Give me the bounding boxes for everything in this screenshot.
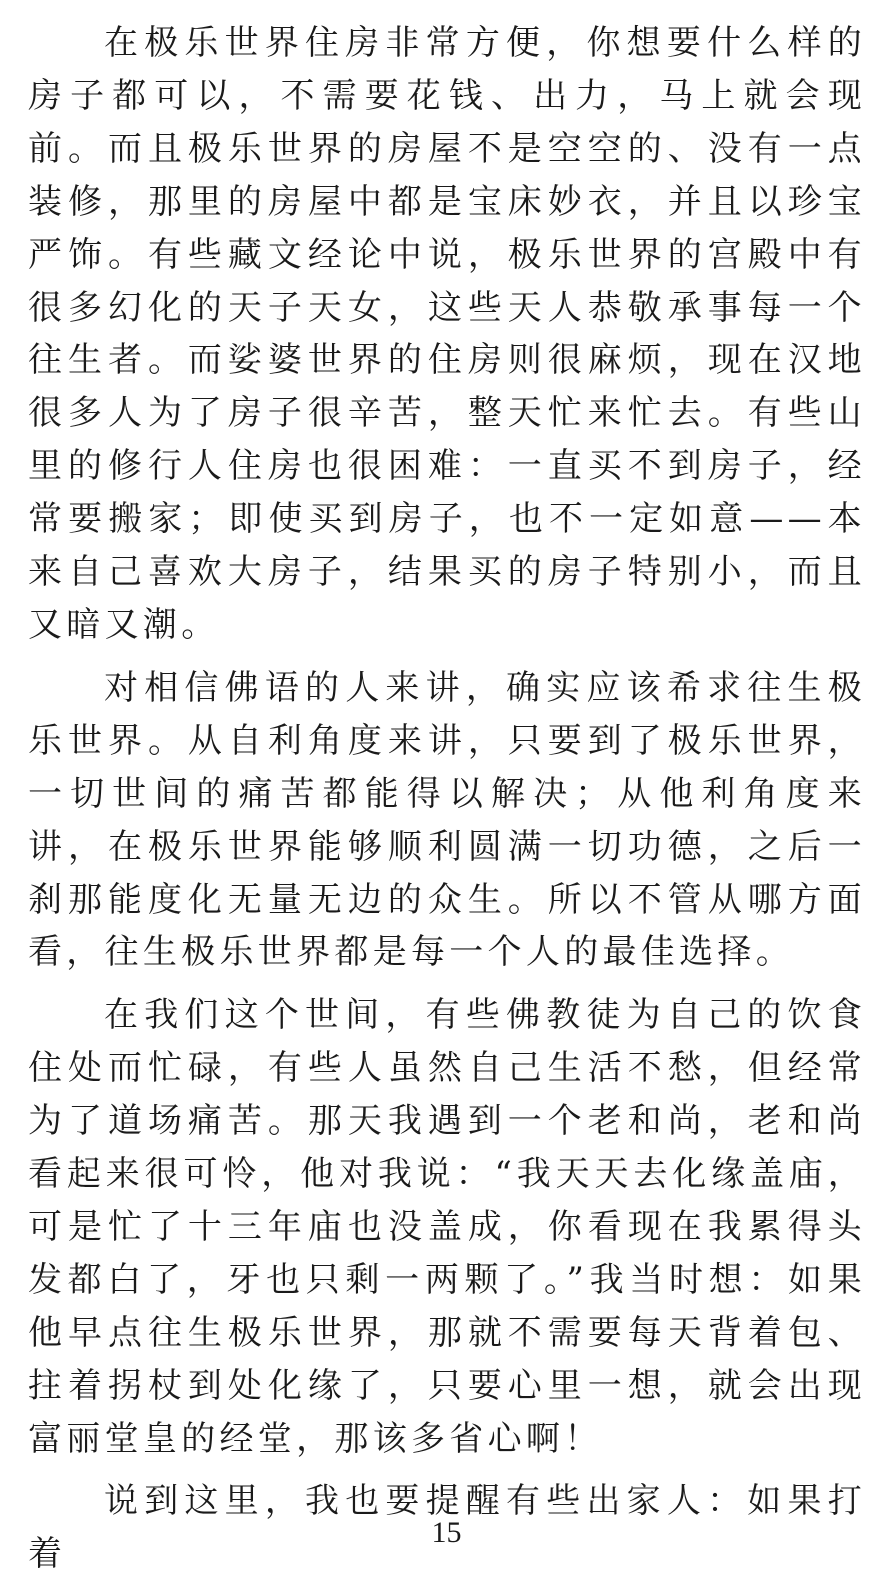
paragraph-3: 在我们这个世间，有些佛教徒为自己的饮食住处而忙碌，有些人虽然自己生活不愁，但经常为了道场痛苦。那天我遇到一个老和尚，老和尚看起来很可怜，他对我说：“我天天去化缘盖庙，可是忙了十三年庙也没盖成，你看现在我累得头发都白了，牙也只剩一两颗了。”我当时想：如果他早点往生极乐世界，那就不需要每天背着包、拄着拐杖到处化缘了，只要心里一想，就会出现富丽堂皇的经堂，那该多省心啊！ [28,995,866,1459]
body-text [28,17,866,1591]
paragraph-4: 说到这里，我也要提醒有些出家人：如果打着 [28,1481,866,1575]
page-number: 15 [431,1516,462,1549]
paragraph-2: 对相信佛语的人来讲，确实应该希求往生极乐世界。从自利角度来讲，只要到了极乐世界，一切世间的痛苦都能得以解决；从他利角度来讲，在极乐世界能够顺利圆满一切功德，之后一刹那能度化无量无边的众生。所以不管从哪方面看，往生极乐世界都是每一个人的最佳选择。 [28,667,866,973]
paragraph-1: 在极乐世界住房非常方便，你想要什么样的房子都可以，不需要花钱、出力，马上就会现前。而且极乐世界的房屋不是空空的、没有一点装修，那里的房屋中都是宝床妙衣，并且以珍宝严饰。有些藏文经论中说，极乐世界的宫殿中有很多幻化的天子天女，这些天人恭敬承事每一个往生者。而娑婆世界的住房则很麻烦，现在汉地很多人为了房子很辛苦，整天忙来忙去。有些山里的修行人住房也很困难：一直买不到房子，经常要搬家；即使买到房子，也不一定如意——本来自己喜欢大房子，结果买的房子特别小，而且又暗又潮。 [28,23,866,645]
